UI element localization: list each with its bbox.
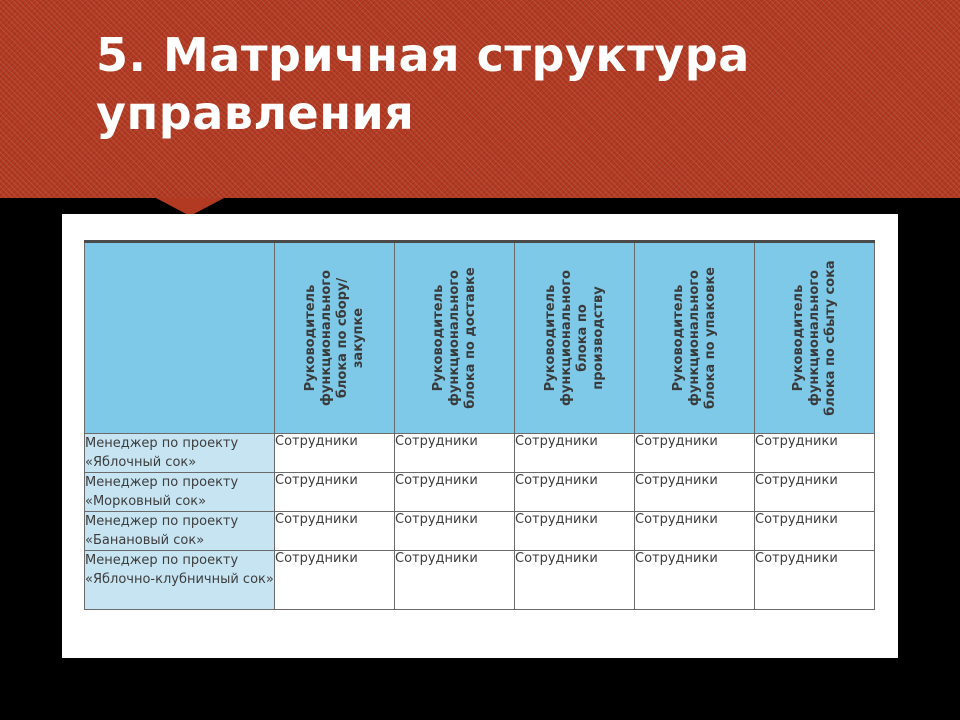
column-header-label: Руководитель функционального блока по сбору/закупке: [302, 270, 366, 406]
column-header-label: Руководитель функционального блока по сбыту сока: [790, 260, 838, 416]
table-cell: Сотрудники: [635, 512, 755, 551]
row-label: Менеджер по проекту «Яблочный сок»: [85, 434, 275, 473]
table-cell: Сотрудники: [515, 551, 635, 610]
table-row: [85, 512, 875, 551]
table-cell: Сотрудники: [515, 473, 635, 512]
column-header: [515, 242, 635, 434]
column-header: [395, 242, 515, 434]
column-header: [275, 242, 395, 434]
table-cell: Сотрудники: [755, 512, 875, 551]
table-cell: Сотрудники: [395, 512, 515, 551]
table-cell: Сотрудники: [395, 473, 515, 512]
matrix-table: [84, 240, 875, 610]
table-row: [85, 551, 875, 610]
corner-cell: [85, 242, 275, 434]
row-label: Менеджер по проекту «Банановый сок»: [85, 512, 275, 551]
table-cell: Сотрудники: [755, 473, 875, 512]
table-cell: Сотрудники: [635, 551, 755, 610]
row-label: Менеджер по проекту «Морковный сок»: [85, 473, 275, 512]
column-header: [635, 242, 755, 434]
table-cell: Сотрудники: [755, 434, 875, 473]
table-cell: Сотрудники: [515, 512, 635, 551]
table-cell: Сотрудники: [275, 473, 395, 512]
table-cell: Сотрудники: [635, 473, 755, 512]
column-header-label: Руководитель функционального блока по упаковке: [670, 267, 718, 409]
table-panel: [62, 214, 898, 658]
table-cell: Сотрудники: [515, 434, 635, 473]
table-row: [85, 434, 875, 473]
table-cell: Сотрудники: [395, 434, 515, 473]
column-header-label: Руководитель функционального блока по производству: [542, 270, 606, 406]
table-row: [85, 473, 875, 512]
table-cell: Сотрудники: [275, 434, 395, 473]
table-cell: Сотрудники: [275, 512, 395, 551]
table-cell: Сотрудники: [275, 551, 395, 610]
table-cell: Сотрудники: [395, 551, 515, 610]
table-cell: Сотрудники: [755, 551, 875, 610]
row-label: Менеджер по проекту «Яблочно-клубничный сок»: [85, 551, 275, 610]
table-cell: Сотрудники: [635, 434, 755, 473]
header-row: [85, 242, 875, 434]
column-header-label: Руководитель функционального блока по доставке: [430, 267, 478, 409]
column-header: [755, 242, 875, 434]
slide-title: 5. Матричная структура управления: [96, 28, 750, 140]
